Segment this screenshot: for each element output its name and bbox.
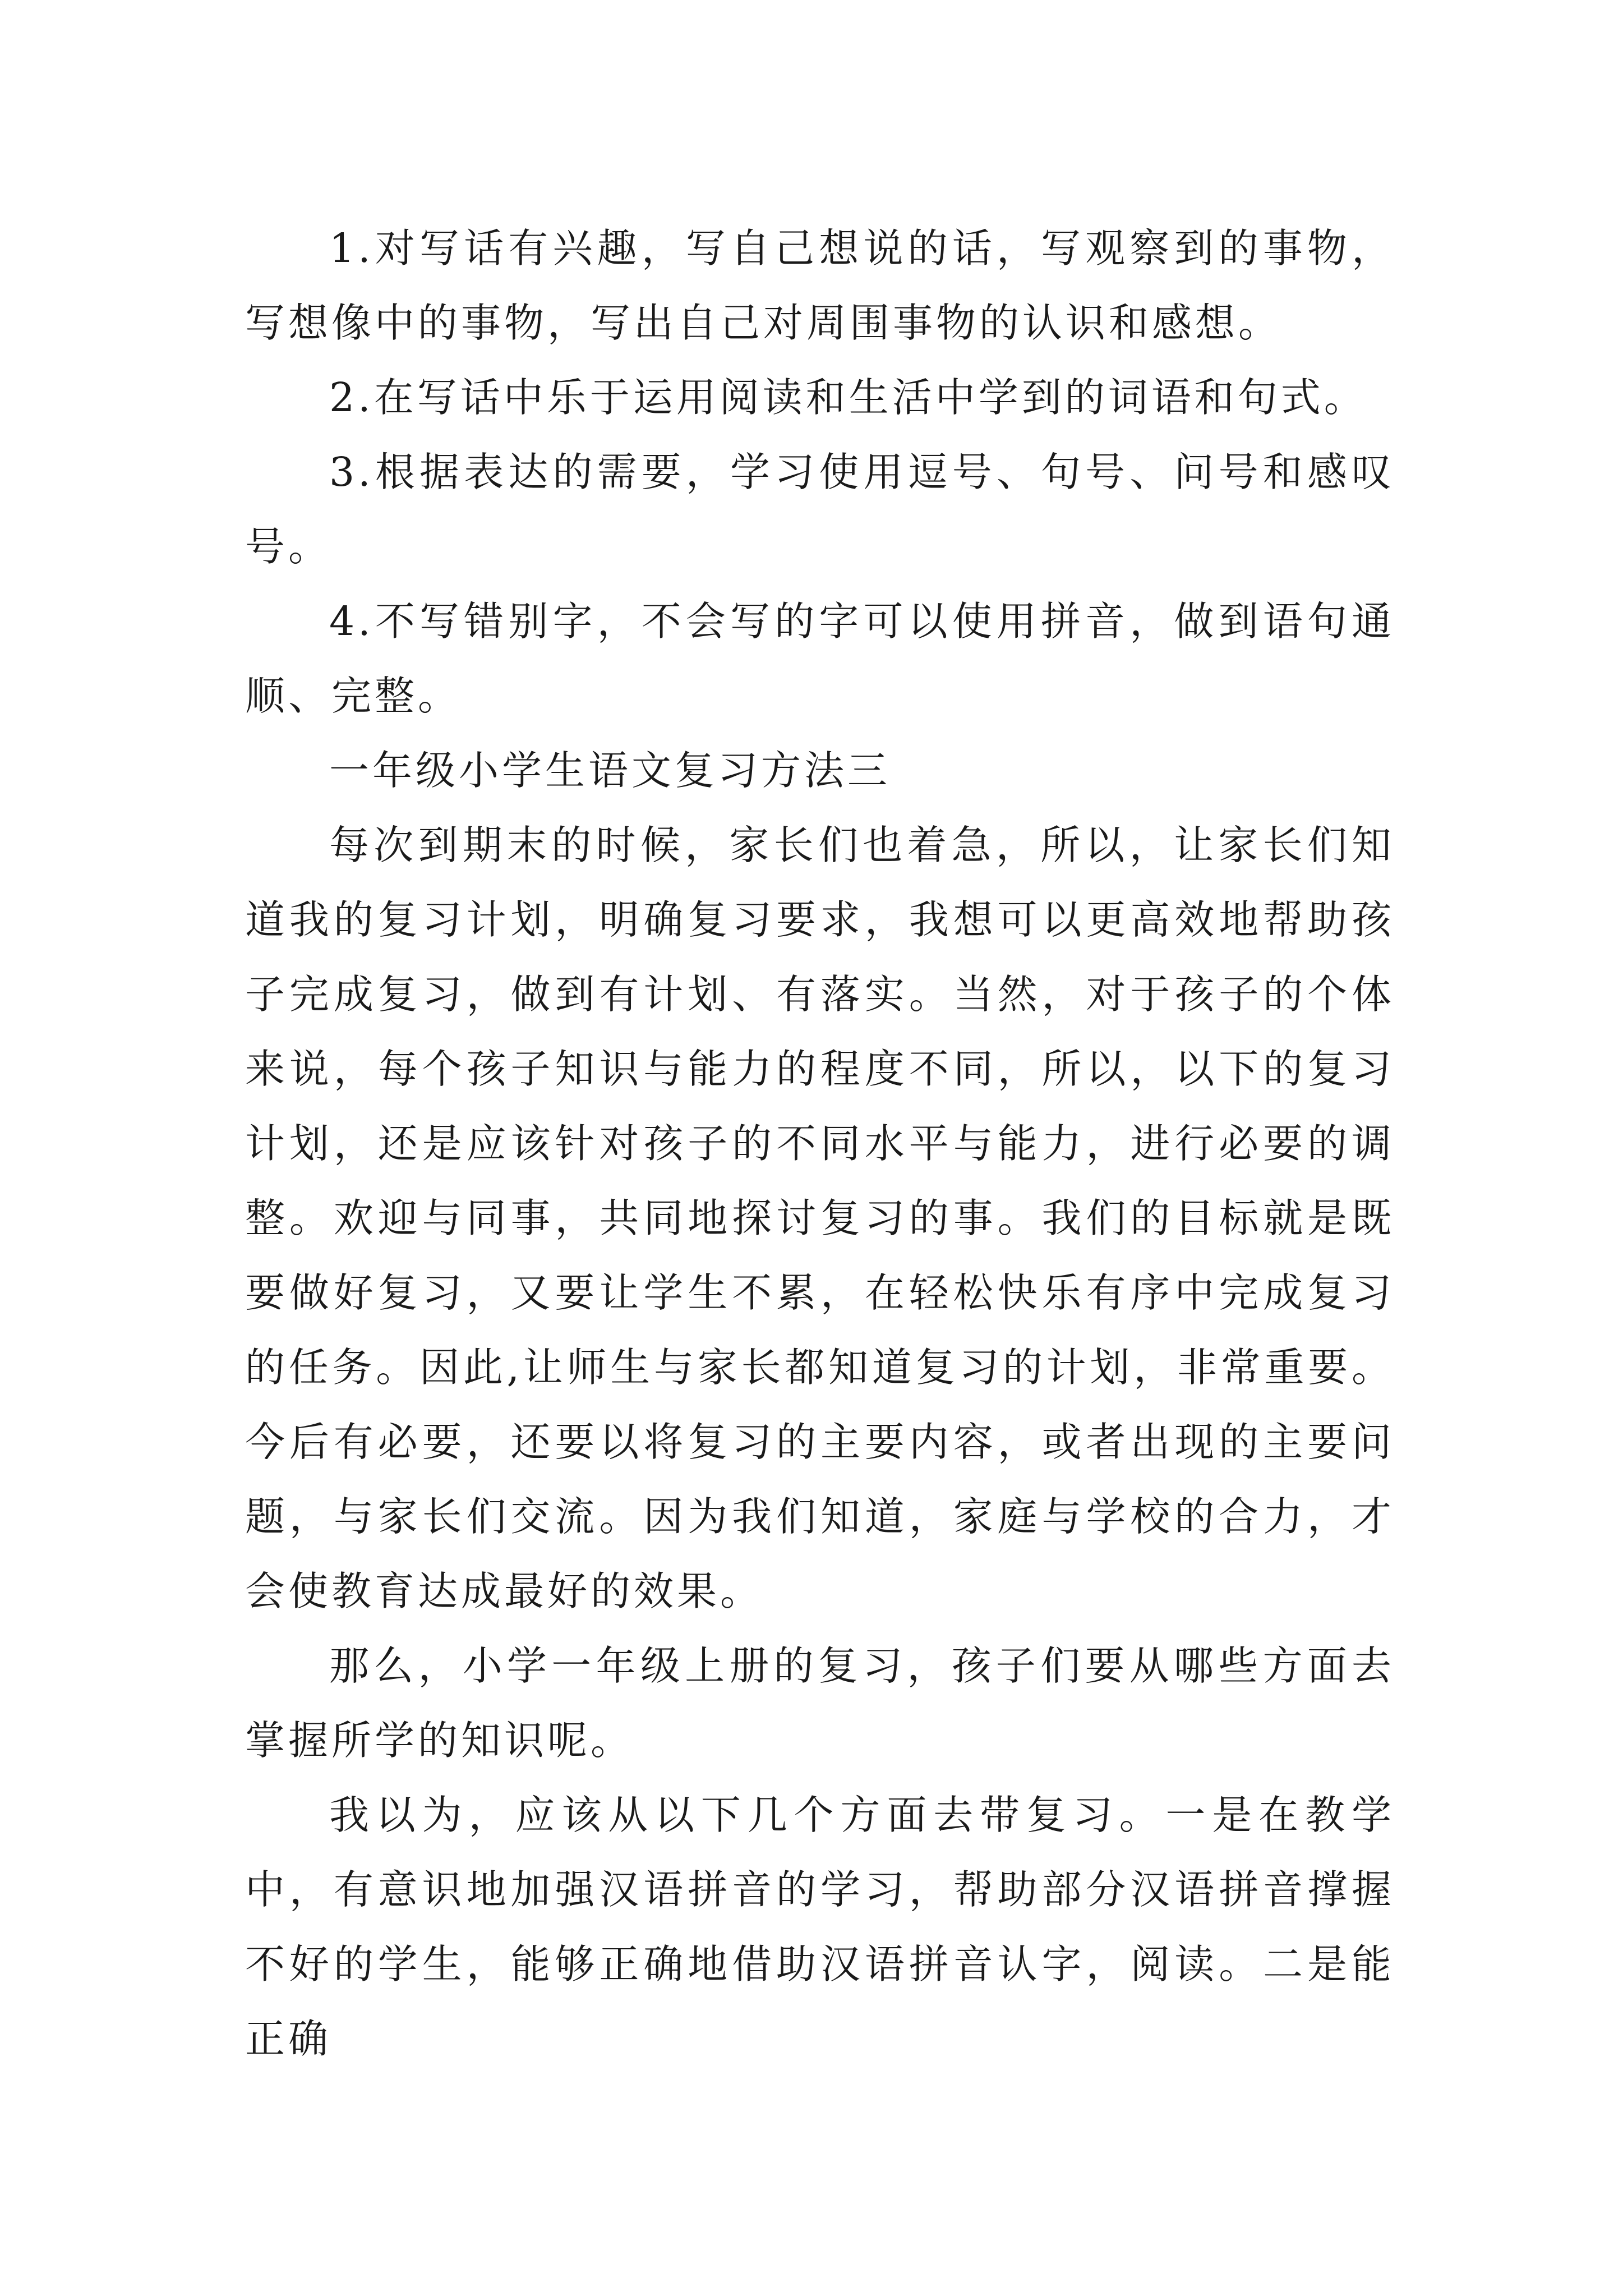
section-heading: 一年级小学生语文复习方法三	[329, 747, 891, 794]
document-body	[245, 211, 1395, 2076]
paragraph-word-usage: 2.在写话中乐于运用阅读和生活中学到的词语和句式。	[329, 374, 1367, 421]
paragraph-review-plan: 每次到期末的时候，家长们也着急，所以，让家长们知道我的复习计划，明确复习要求，我想可以更高效地帮助孩子完成复习，做到有计划、有落实。当然，对于孩子的个体来说，每个孩子知识与能力的程度不同，所以，以下的复习计划，还是应该针对孩子的不同水平与能力，进行必要的调整。欢迎与同事，共同地探讨复习的事。我们的目标就是既要做好复习，又要让学生不累，在轻松快乐有序中完成复习的任务。因此,让师生与家长都知道复习的计划，非常重要。今后有必要，还要以将复习的主要内容，或者出现的主要问题，与家长们交流。因为我们知道，家庭与学校的合力，才会使教育达成最好的效果。	[245, 822, 1395, 1614]
paragraph-punctuation: 3.根据表达的需要，学习使用逗号、句号、问号和感叹号。	[245, 449, 1395, 570]
paragraph-writing-interest: 1.对写话有兴趣，写自己想说的话，写观察到的事物，写想像中的事物，写出自己对周围事物的认识和感想。	[245, 225, 1395, 346]
paragraph-no-typos: 4.不写错别字，不会写的字可以使用拼音，做到语句通顺、完整。	[245, 598, 1395, 719]
paragraph-review-question: 那么，小学一年级上册的复习，孩子们要从哪些方面去掌握所学的知识呢。	[245, 1642, 1395, 1764]
paragraph-review-approach: 我以为，应该从以下几个方面去带复习。一是在教学中，有意识地加强汉语拼音的学习，帮助部分汉语拼音撑握不好的学生，能够正确地借助汉语拼音认字，阅读。二是能正确	[245, 1792, 1395, 2062]
